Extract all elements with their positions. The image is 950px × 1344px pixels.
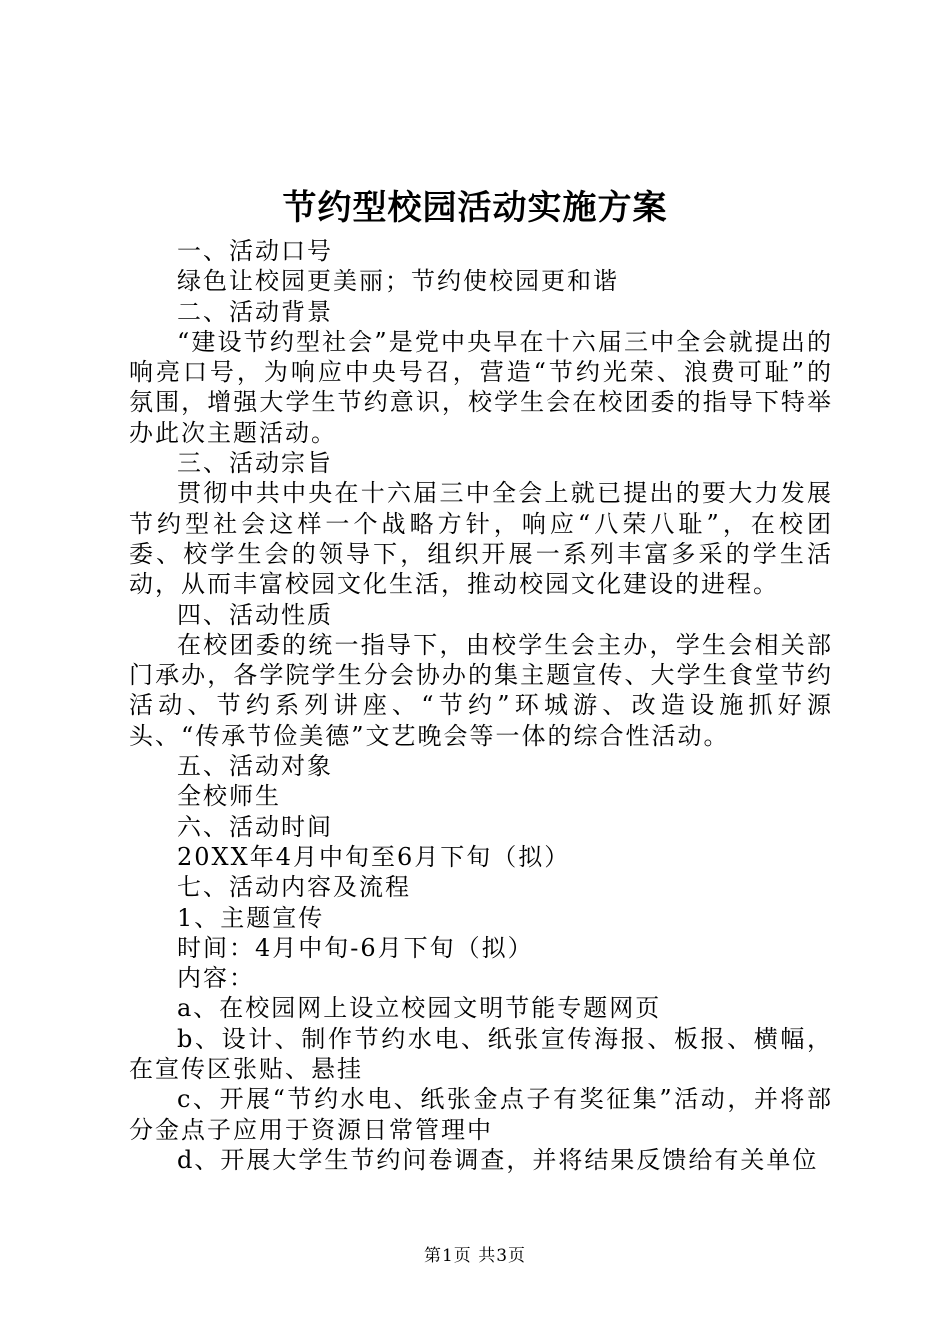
paragraph-slogan: 绿色让校园更美丽；节约使校园更和谐 — [177, 267, 619, 296]
paragraph-nature: 在校团委的统一指导下，由校学生会主办，学生会相关部门承办，各学院学生分会协办的集主题宣传、大学生食堂节约活动、节约系列讲座、“节约”环城游、改造设施抓好源头、“传承节俭美德”文艺晚会等一体的综合性活动。 — [129, 630, 833, 750]
section-heading-purpose: 三、活动宗旨 — [177, 449, 333, 478]
document-body — [129, 236, 833, 1175]
paragraph-time: 20XX年4月中旬至6月下旬（拟） — [177, 842, 571, 871]
page-number-footer: 第1页 共3页 — [423, 1246, 527, 1266]
paragraph-purpose: 贯彻中共中央在十六届三中全会上就已提出的要大力发展节约型社会这样一个战略方针，响应“八荣八耻”，在校团委、校学生会的领导下，组织开展一系列丰富多采的学生活动，从而丰富校园文化生活，推动校园文化建设的进程。 — [129, 479, 833, 599]
section-heading-slogan: 一、活动口号 — [177, 237, 333, 265]
list-item-c: c、开展“节约水电、纸张金点子有奖征集”活动，并将部分金点子应用于资源日常管理中 — [129, 1085, 833, 1144]
paragraph-promotion-content-label: 内容： — [177, 964, 255, 993]
paragraph-promotion-time: 时间：4月中旬-6月下旬（拟） — [177, 933, 534, 962]
paragraph-background: “建设节约型社会”是党中央早在十六届三中全会就提出的响亮口号，为响应中央号召，营造“节约光荣、浪费可耻”的氛围，增强大学生节约意识，校学生会在校团委的指导下特举办此次主题活动。 — [129, 327, 833, 447]
list-item-a: a、在校园网上设立校园文明节能专题网页 — [177, 994, 662, 1023]
section-heading-content: 七、活动内容及流程 — [177, 873, 411, 902]
paragraph-audience: 全校师生 — [177, 782, 281, 811]
subsection-heading-promotion: 1、主题宣传 — [177, 903, 325, 932]
section-heading-time: 六、活动时间 — [177, 812, 333, 841]
section-heading-background: 二、活动背景 — [177, 297, 333, 326]
list-item-b: b、设计、制作节约水电、纸张宣传海报、板报、横幅，在宣传区张贴、悬挂 — [129, 1024, 833, 1084]
document-title: 节约型校园活动实施方案 — [282, 188, 668, 228]
section-heading-audience: 五、活动对象 — [177, 752, 333, 781]
list-item-d: d、开展大学生节约问卷调查，并将结果反馈给有关单位 — [177, 1145, 819, 1174]
section-heading-nature: 四、活动性质 — [177, 600, 333, 629]
